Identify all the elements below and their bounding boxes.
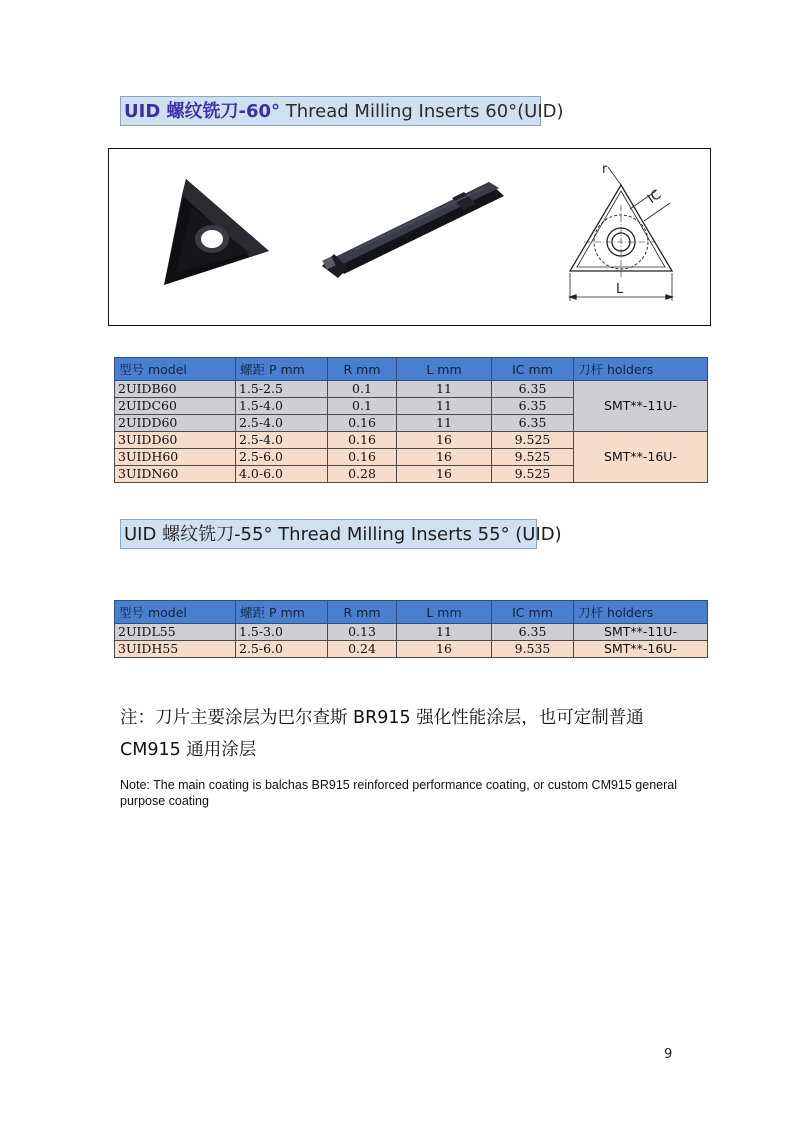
section-title-55-text: UID 螺纹铣刀-55° Thread Milling Inserts 55° (UID) <box>124 524 562 545</box>
cell-l: 16 <box>397 432 492 449</box>
header-r: R mm <box>328 358 397 381</box>
drawing-label-l: L <box>616 282 624 297</box>
cell-l: 11 <box>397 381 492 398</box>
spec-table-60 <box>114 357 708 483</box>
cell-r: 0.24 <box>328 641 397 658</box>
cell-pitch: 2.5-4.0 <box>236 432 328 449</box>
cell-ic: 9.525 <box>492 449 574 466</box>
cell-pitch: 2.5-6.0 <box>236 449 328 466</box>
cell-pitch: 2.5-4.0 <box>236 415 328 432</box>
cell-l: 16 <box>397 466 492 483</box>
cell-ic: 9.535 <box>492 641 574 658</box>
cell-r: 0.1 <box>328 381 397 398</box>
cell-pitch: 1.5-3.0 <box>236 624 328 641</box>
cell-r: 0.16 <box>328 415 397 432</box>
section-title-55 <box>120 519 562 549</box>
cell-holder: SMT**-11U- <box>574 624 708 641</box>
table-header-row <box>115 358 708 381</box>
page-number: 9 <box>664 1047 673 1062</box>
cell-r: 0.13 <box>328 624 397 641</box>
spec-table-55 <box>114 600 708 658</box>
cell-model: 2UIDB60 <box>115 381 236 398</box>
cell-model: 3UIDH55 <box>115 641 236 658</box>
cell-pitch: 4.0-6.0 <box>236 466 328 483</box>
insert-dimension-drawing <box>564 161 694 311</box>
cell-model: 2UIDD60 <box>115 415 236 432</box>
drawing-label-ic: IC <box>645 187 665 207</box>
header-holders: 刀杆 holders <box>574 601 708 624</box>
cell-r: 0.16 <box>328 432 397 449</box>
cell-model: 3UIDD60 <box>115 432 236 449</box>
cell-model: 3UIDN60 <box>115 466 236 483</box>
header-pitch: 螺距 P mm <box>236 601 328 624</box>
note-chinese: 注：刀片主要涂层为巴尔查斯 BR915 强化性能涂层，也可定制普通 CM915 通用涂层 <box>120 708 644 760</box>
cell-model: 3UIDH60 <box>115 449 236 466</box>
header-pitch: 螺距 P mm <box>236 358 328 381</box>
cell-ic: 6.35 <box>492 624 574 641</box>
section-title-60-rest: Thread Milling Inserts 60°(UID) <box>280 101 564 122</box>
cell-holder: SMT**-16U- <box>574 432 708 483</box>
section-title-60 <box>120 96 564 126</box>
cell-holder: SMT**-16U- <box>574 641 708 658</box>
header-ic: IC mm <box>492 601 574 624</box>
cell-l: 11 <box>397 398 492 415</box>
header-ic: IC mm <box>492 358 574 381</box>
cell-ic: 9.525 <box>492 466 574 483</box>
header-r: R mm <box>328 601 397 624</box>
header-model: 型号 model <box>115 601 236 624</box>
cell-holder: SMT**-11U- <box>574 381 708 432</box>
cell-ic: 6.35 <box>492 415 574 432</box>
cell-l: 16 <box>397 641 492 658</box>
table-row <box>115 381 708 398</box>
table-row <box>115 432 708 449</box>
cell-ic: 6.35 <box>492 381 574 398</box>
table-row <box>115 624 708 641</box>
cell-pitch: 2.5-6.0 <box>236 641 328 658</box>
cell-l: 11 <box>397 624 492 641</box>
cell-l: 11 <box>397 415 492 432</box>
drawing-label-r: r <box>602 162 608 177</box>
cell-r: 0.28 <box>328 466 397 483</box>
header-l: L mm <box>397 358 492 381</box>
product-image-panel <box>108 148 711 326</box>
table-row <box>115 641 708 658</box>
note-english: Note: The main coating is balchas BR915 reinforced performance coating, or custom CM915 general purpose coating <box>120 778 678 808</box>
cell-r: 0.1 <box>328 398 397 415</box>
milling-cutter-holder-photo <box>314 174 514 284</box>
cell-model: 2UIDL55 <box>115 624 236 641</box>
section-title-60-bold: UID 螺纹铣刀-60° <box>124 101 281 122</box>
table-header-row <box>115 601 708 624</box>
cell-pitch: 1.5-2.5 <box>236 381 328 398</box>
cell-ic: 6.35 <box>492 398 574 415</box>
cell-ic: 9.525 <box>492 432 574 449</box>
cell-r: 0.16 <box>328 449 397 466</box>
cell-l: 16 <box>397 449 492 466</box>
cell-pitch: 1.5-4.0 <box>236 398 328 415</box>
cell-model: 2UIDC60 <box>115 398 236 415</box>
triangular-insert-photo <box>154 177 274 287</box>
header-model: 型号 model <box>115 358 236 381</box>
header-holders: 刀杆 holders <box>574 358 708 381</box>
header-l: L mm <box>397 601 492 624</box>
